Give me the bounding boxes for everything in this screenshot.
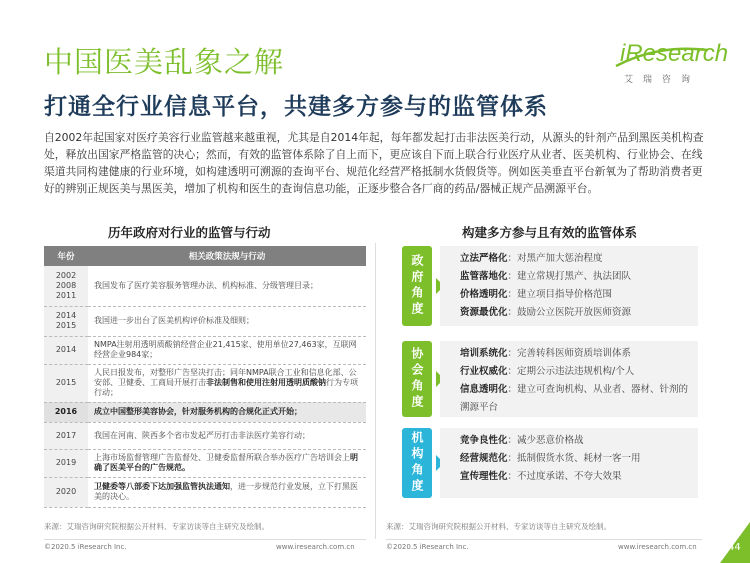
- policy-cell: [88, 266, 366, 306]
- footer-rule-right: [386, 539, 702, 540]
- page-title: 中国医美乱象之解: [44, 45, 285, 79]
- year-cell: 2014 2015: [44, 306, 88, 336]
- year-cell: 2002 2008 2011: [44, 266, 88, 306]
- intro-paragraph: 自2002年起国家对医疗美容行业监管越来越重视，尤其是自2014年起，每年都发起打击非法医美行动，从源头的针剂产品到黑医美机构查处，释放出国家严格监管的决心；然而，有效的监管体系除了自上而下，更应该自下而上联合行业医疗从业者、医美机构、行业协会、在线渠道共同构建健康的行业环境，如构建透明可溯源的查询平台、规范化经营严格抵制水货假货等。例如医美垂直平台新氧为了帮助消费者更好的辨别正规医美与黑医美，增加了机构和医生的查询信息功能，正逐步整合各厂商的药品/器械正规产品溯源平台。: [44, 131, 704, 195]
- policy-text: ，进一步规范行业发展，立下打黑医美的决心。: [94, 482, 358, 501]
- perspective-block: [402, 341, 698, 417]
- table-row: [44, 306, 366, 336]
- policy-table: [44, 246, 366, 508]
- measure-item: [460, 381, 690, 417]
- policy-cell: [88, 364, 366, 402]
- page-subtitle: 打通全行业信息平台，共建多方参与的监管体系: [44, 94, 548, 120]
- perspective-panel: [440, 246, 698, 326]
- measure-item: [460, 286, 690, 304]
- col-policy-header: 相关政策法规与行动: [88, 246, 366, 266]
- measure-item: [460, 304, 690, 322]
- table-header-row: [44, 246, 366, 266]
- logo-subtext: 艾瑞咨询: [624, 75, 701, 85]
- table-row: [44, 402, 366, 422]
- perspective-tag: [402, 341, 432, 417]
- policy-text: 人民日报发布，对整形广告坚决打击；同年NMPA联合工业和信息化部、公安部、卫健委、工商局开展打击: [94, 368, 357, 387]
- footer-url-left: www.iresearch.com.cn: [276, 543, 355, 551]
- table-row: [44, 422, 366, 449]
- measure-key: 宣传理性化: [460, 471, 508, 482]
- measure-key: 培训系统化: [460, 348, 508, 359]
- year-cell: 2014: [44, 336, 88, 364]
- perspective-tag-label: 协会角度: [410, 347, 424, 411]
- table-row: [44, 364, 366, 402]
- right-section-title: 构建多方参与且有效的监管体系: [462, 225, 638, 240]
- page-number-badge: [720, 522, 750, 563]
- measure-value: ：建立项目指导价格范围: [507, 289, 613, 300]
- page-number: 44: [728, 542, 741, 553]
- measure-item: [460, 432, 690, 450]
- year-cell: 2017: [44, 422, 88, 449]
- policy-cell: [88, 477, 366, 507]
- policy-text: 我国发布了医疗美容服务管理办法、机构标准、分级管理目录；: [94, 280, 318, 290]
- perspective-block: [402, 428, 698, 498]
- left-section-title: 历年政府对行业的监管与行动: [108, 225, 271, 240]
- policy-cell: [88, 449, 366, 477]
- measure-value: ：抵制假货水货、耗材一客一用: [507, 453, 641, 464]
- table-row: [44, 477, 366, 507]
- policy-text: 我国在河南、陕西多个省市发起严厉打击非法医疗美容行动；: [94, 430, 310, 440]
- policy-text: 卫健委等八部委下达加强监管执法通知: [94, 482, 230, 491]
- measure-key: 监管落地化: [460, 271, 508, 282]
- perspective-tag-label: 政府角度: [410, 254, 424, 318]
- footer-copyright-right: ©2020.5 iResearch Inc.: [386, 543, 469, 551]
- measure-value: ：建立常规打黑产、执法团队: [507, 271, 632, 282]
- iresearch-logo: [608, 40, 729, 85]
- right-source-note: 来源：艾瑞咨询研究院根据公开材料、专家访谈等自主研究及绘制。: [386, 522, 611, 531]
- measure-key: 竞争良性化: [460, 435, 508, 446]
- footer-url-right: www.iresearch.com.cn: [618, 543, 697, 551]
- perspective-panel: [440, 341, 698, 417]
- measure-value: ：减少恶意价格战: [507, 435, 584, 446]
- measure-key: 价格透明化: [460, 289, 508, 300]
- footer-rule-left: [44, 539, 366, 540]
- policy-text: 行为专项行动；: [94, 378, 358, 397]
- table-row: [44, 449, 366, 477]
- measure-value: ：不过度承诺、不夸大效果: [507, 471, 622, 482]
- left-source-note: 来源：艾瑞咨询研究院根据公开材料、专家访谈等自主研究及绘制。: [44, 522, 269, 531]
- measure-item: [460, 345, 690, 363]
- measure-key: 资源最优化: [460, 307, 508, 318]
- policy-text: 明确了医美平台的广告规范。: [94, 453, 358, 472]
- year-cell: 2016: [44, 402, 88, 422]
- measure-value: ：建立可查询机构、从业者、器材、针剂的溯源平台: [460, 384, 689, 413]
- policy-text: 非法制售和使用注射用透明质酸钠: [206, 378, 326, 387]
- measure-key: 信息透明化: [460, 384, 508, 395]
- policy-cell: [88, 306, 366, 336]
- policy-text: 上海市场监督管理广告监督处、卫健委监督所联合举办医疗广告培训会上: [94, 453, 350, 462]
- year-cell: 2015: [44, 364, 88, 402]
- measure-value: ：鼓励公立医院开放医师资源: [507, 307, 632, 318]
- policy-cell: [88, 402, 366, 422]
- measure-item: [460, 450, 690, 468]
- col-year-header: 年份: [44, 246, 88, 266]
- divider: [375, 243, 376, 539]
- year-cell: 2019: [44, 449, 88, 477]
- footer-copyright-left: ©2020.5 iResearch Inc.: [44, 543, 127, 551]
- policy-cell: [88, 422, 366, 449]
- measure-item: [460, 363, 690, 381]
- year-cell: 2020: [44, 477, 88, 507]
- table-row: [44, 266, 366, 306]
- measure-item: [460, 268, 690, 286]
- measure-value: ：定期公示违法违规机构/个人: [507, 366, 635, 377]
- perspective-panel: [440, 428, 698, 498]
- perspective-tag: [402, 428, 432, 498]
- measure-value: ：对黑产加大惩治程度: [507, 253, 603, 264]
- table-row: [44, 336, 366, 364]
- perspective-block: [402, 246, 698, 326]
- perspective-tag: [402, 246, 432, 326]
- measure-value: ：完善转科医师资质培训体系: [507, 348, 632, 359]
- measure-item: [460, 468, 690, 486]
- measure-item: [460, 250, 690, 268]
- measure-key: 经营规范化: [460, 453, 508, 464]
- perspective-tag-label: 机构角度: [410, 431, 424, 495]
- policy-text: NMPA注射用透明质酸钠经营企业21,415家、使用单位27,463家，互联网经营企业984家；: [94, 340, 357, 359]
- policy-text: 我国进一步出台了医美机构评价标准及细则；: [94, 316, 254, 325]
- policy-text: 成立中国整形美容协会，针对服务机构的合规化正式开始；: [94, 407, 302, 416]
- policy-cell: [88, 336, 366, 364]
- logo-text: iResearch: [620, 40, 729, 67]
- measure-key: 行业权威化: [460, 366, 508, 377]
- measure-key: 立法严格化: [460, 253, 508, 264]
